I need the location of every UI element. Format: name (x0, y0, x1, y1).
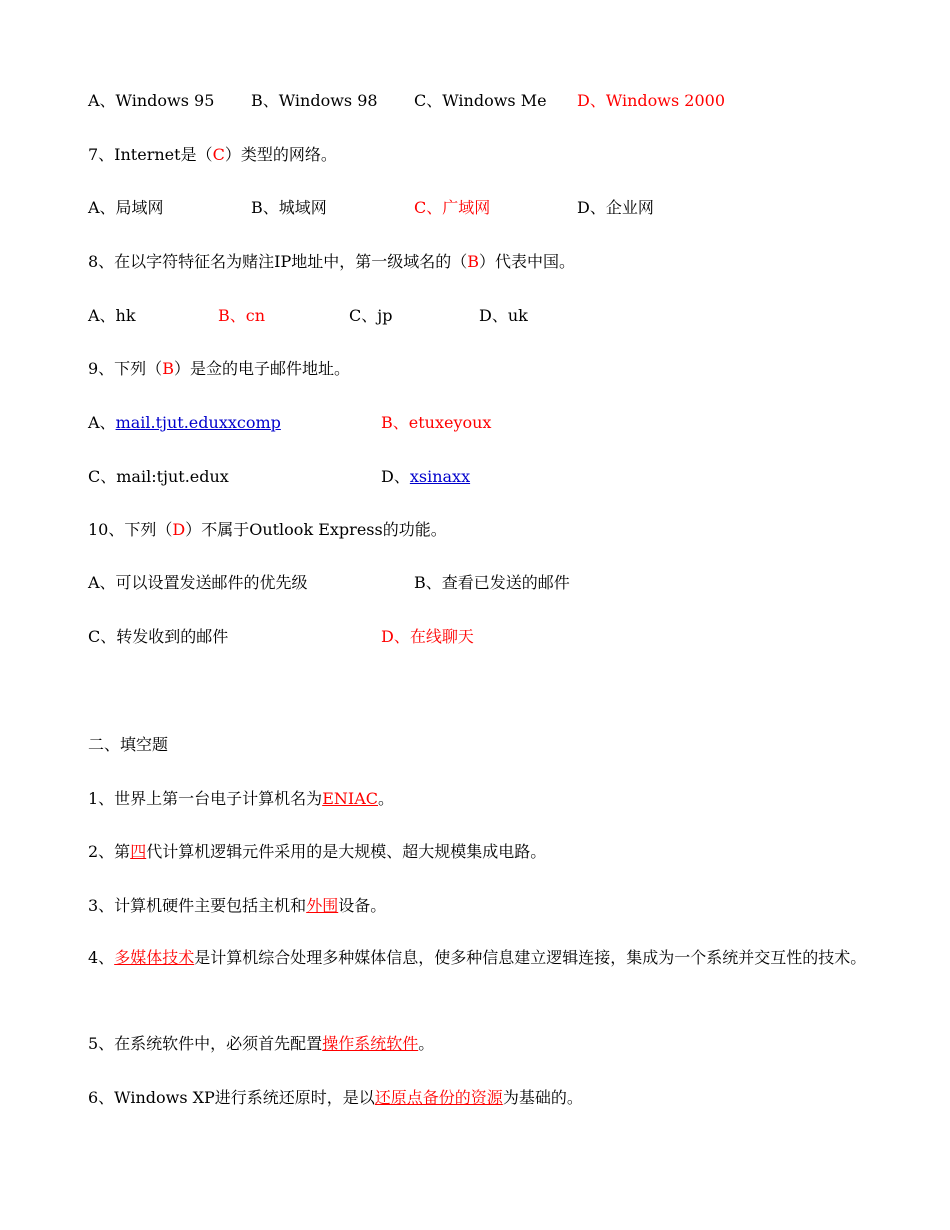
q7-answer: C (212, 145, 225, 164)
fill-5-answer: 操作系统软件 (322, 1034, 419, 1053)
fill-4-answer: 多媒体技术 (114, 948, 195, 967)
fill-3-before: 3、计算机硬件主要包括主机和 (88, 896, 307, 915)
q7-option-c-answer: C、广域网 (414, 198, 491, 217)
fill-3-answer: 外围 (306, 896, 339, 915)
q7-stem-after: ）类型的网络。 (224, 145, 337, 164)
fill-6-answer: 还原点备份的资源 (374, 1088, 503, 1107)
q8-stem-before: 8、在以字符特征名为赌注IP地址中，第一级域名的（ (88, 252, 468, 271)
q9-option-d-link[interactable]: xsinaxx (409, 467, 471, 486)
q10-option-c: C、转发收到的邮件 (88, 627, 229, 646)
q7-stem-before: 7、Internet是（ (88, 145, 213, 164)
fill-question-3 (88, 896, 386, 916)
fill-2-before: 2、第 (88, 842, 131, 861)
q8-answer: B (467, 252, 480, 271)
q7-stem (88, 145, 337, 165)
q10-option-b: B、查看已发送的邮件 (414, 573, 570, 592)
q9-stem (88, 359, 350, 379)
q9-option-a-link[interactable]: mail.tjut.eduxxcomp (115, 413, 281, 432)
q10-stem (88, 520, 447, 540)
q9-option-b-answer: B、etuxeyoux (381, 413, 492, 432)
fill-1-after: 。 (377, 789, 394, 808)
q6-option-a: A、Windows 95 (88, 91, 215, 110)
fill-question-5 (88, 1034, 434, 1054)
q10-stem-after: ）不属于Outlook Express的功能。 (185, 520, 447, 539)
q9-stem-after: ）是佥的电子邮件地址。 (173, 359, 350, 378)
q10-option-d-answer: D、在线聊天 (381, 627, 474, 646)
q10-option-a: A、可以设置发送邮件的优先级 (88, 573, 308, 592)
fill-6-after: 为基础的。 (502, 1088, 583, 1107)
q9-option-d-prefix: D、 (381, 467, 410, 486)
q9-option-a (88, 413, 281, 433)
q10-answer: D (172, 520, 186, 539)
q9-stem-before: 9、下列（ (88, 359, 163, 378)
q6-option-b: B、Windows 98 (251, 91, 378, 110)
section-heading: 二、填空题 (88, 735, 169, 754)
q9-option-d (381, 467, 470, 487)
fill-4-before: 4、 (88, 948, 115, 967)
fill-6-before: 6、Windows XP进行系统还原时，是以 (88, 1088, 375, 1107)
q6-option-c: C、Windows Me (414, 91, 547, 110)
q8-option-a: A、hk (88, 306, 136, 325)
q8-stem-after: ）代表中国。 (479, 252, 576, 271)
fill-3-after: 设备。 (338, 896, 387, 915)
q8-option-d: D、uk (479, 306, 528, 325)
fill-question-6 (88, 1088, 583, 1108)
fill-5-before: 5、在系统软件中，必须首先配置 (88, 1034, 323, 1053)
q8-option-b-answer: B、cn (218, 306, 266, 325)
fill-question-4 (88, 942, 868, 974)
fill-2-after: 代计算机逻辑元件采用的是大规模、超大规模集成电路。 (146, 842, 547, 861)
fill-question-1 (88, 789, 394, 809)
fill-4-after: 是计算机综合处理多种媒体信息，使多种信息建立逻辑连接，集成为一个系统并交互性的技术。 (194, 948, 867, 967)
fill-1-before: 1、世界上第一台电子计算机名为 (88, 789, 323, 808)
q7-option-b: B、城域网 (251, 198, 327, 217)
q9-answer: B (162, 359, 174, 378)
q6-option-d-answer: D、Windows 2000 (577, 91, 726, 110)
q7-option-d: D、企业网 (577, 198, 654, 217)
q9-option-c: C、mail:tjut.edux (88, 467, 229, 486)
q8-stem (88, 252, 575, 272)
fill-5-after: 。 (418, 1034, 435, 1053)
q8-option-c: C、jp (349, 306, 393, 325)
q7-option-a: A、局域网 (88, 198, 164, 217)
fill-2-answer: 四 (130, 842, 147, 861)
q9-option-a-prefix: A、 (88, 413, 116, 432)
fill-1-answer: ENIAC (322, 789, 378, 808)
fill-question-2 (88, 842, 546, 862)
q10-stem-before: 10、下列（ (88, 520, 173, 539)
